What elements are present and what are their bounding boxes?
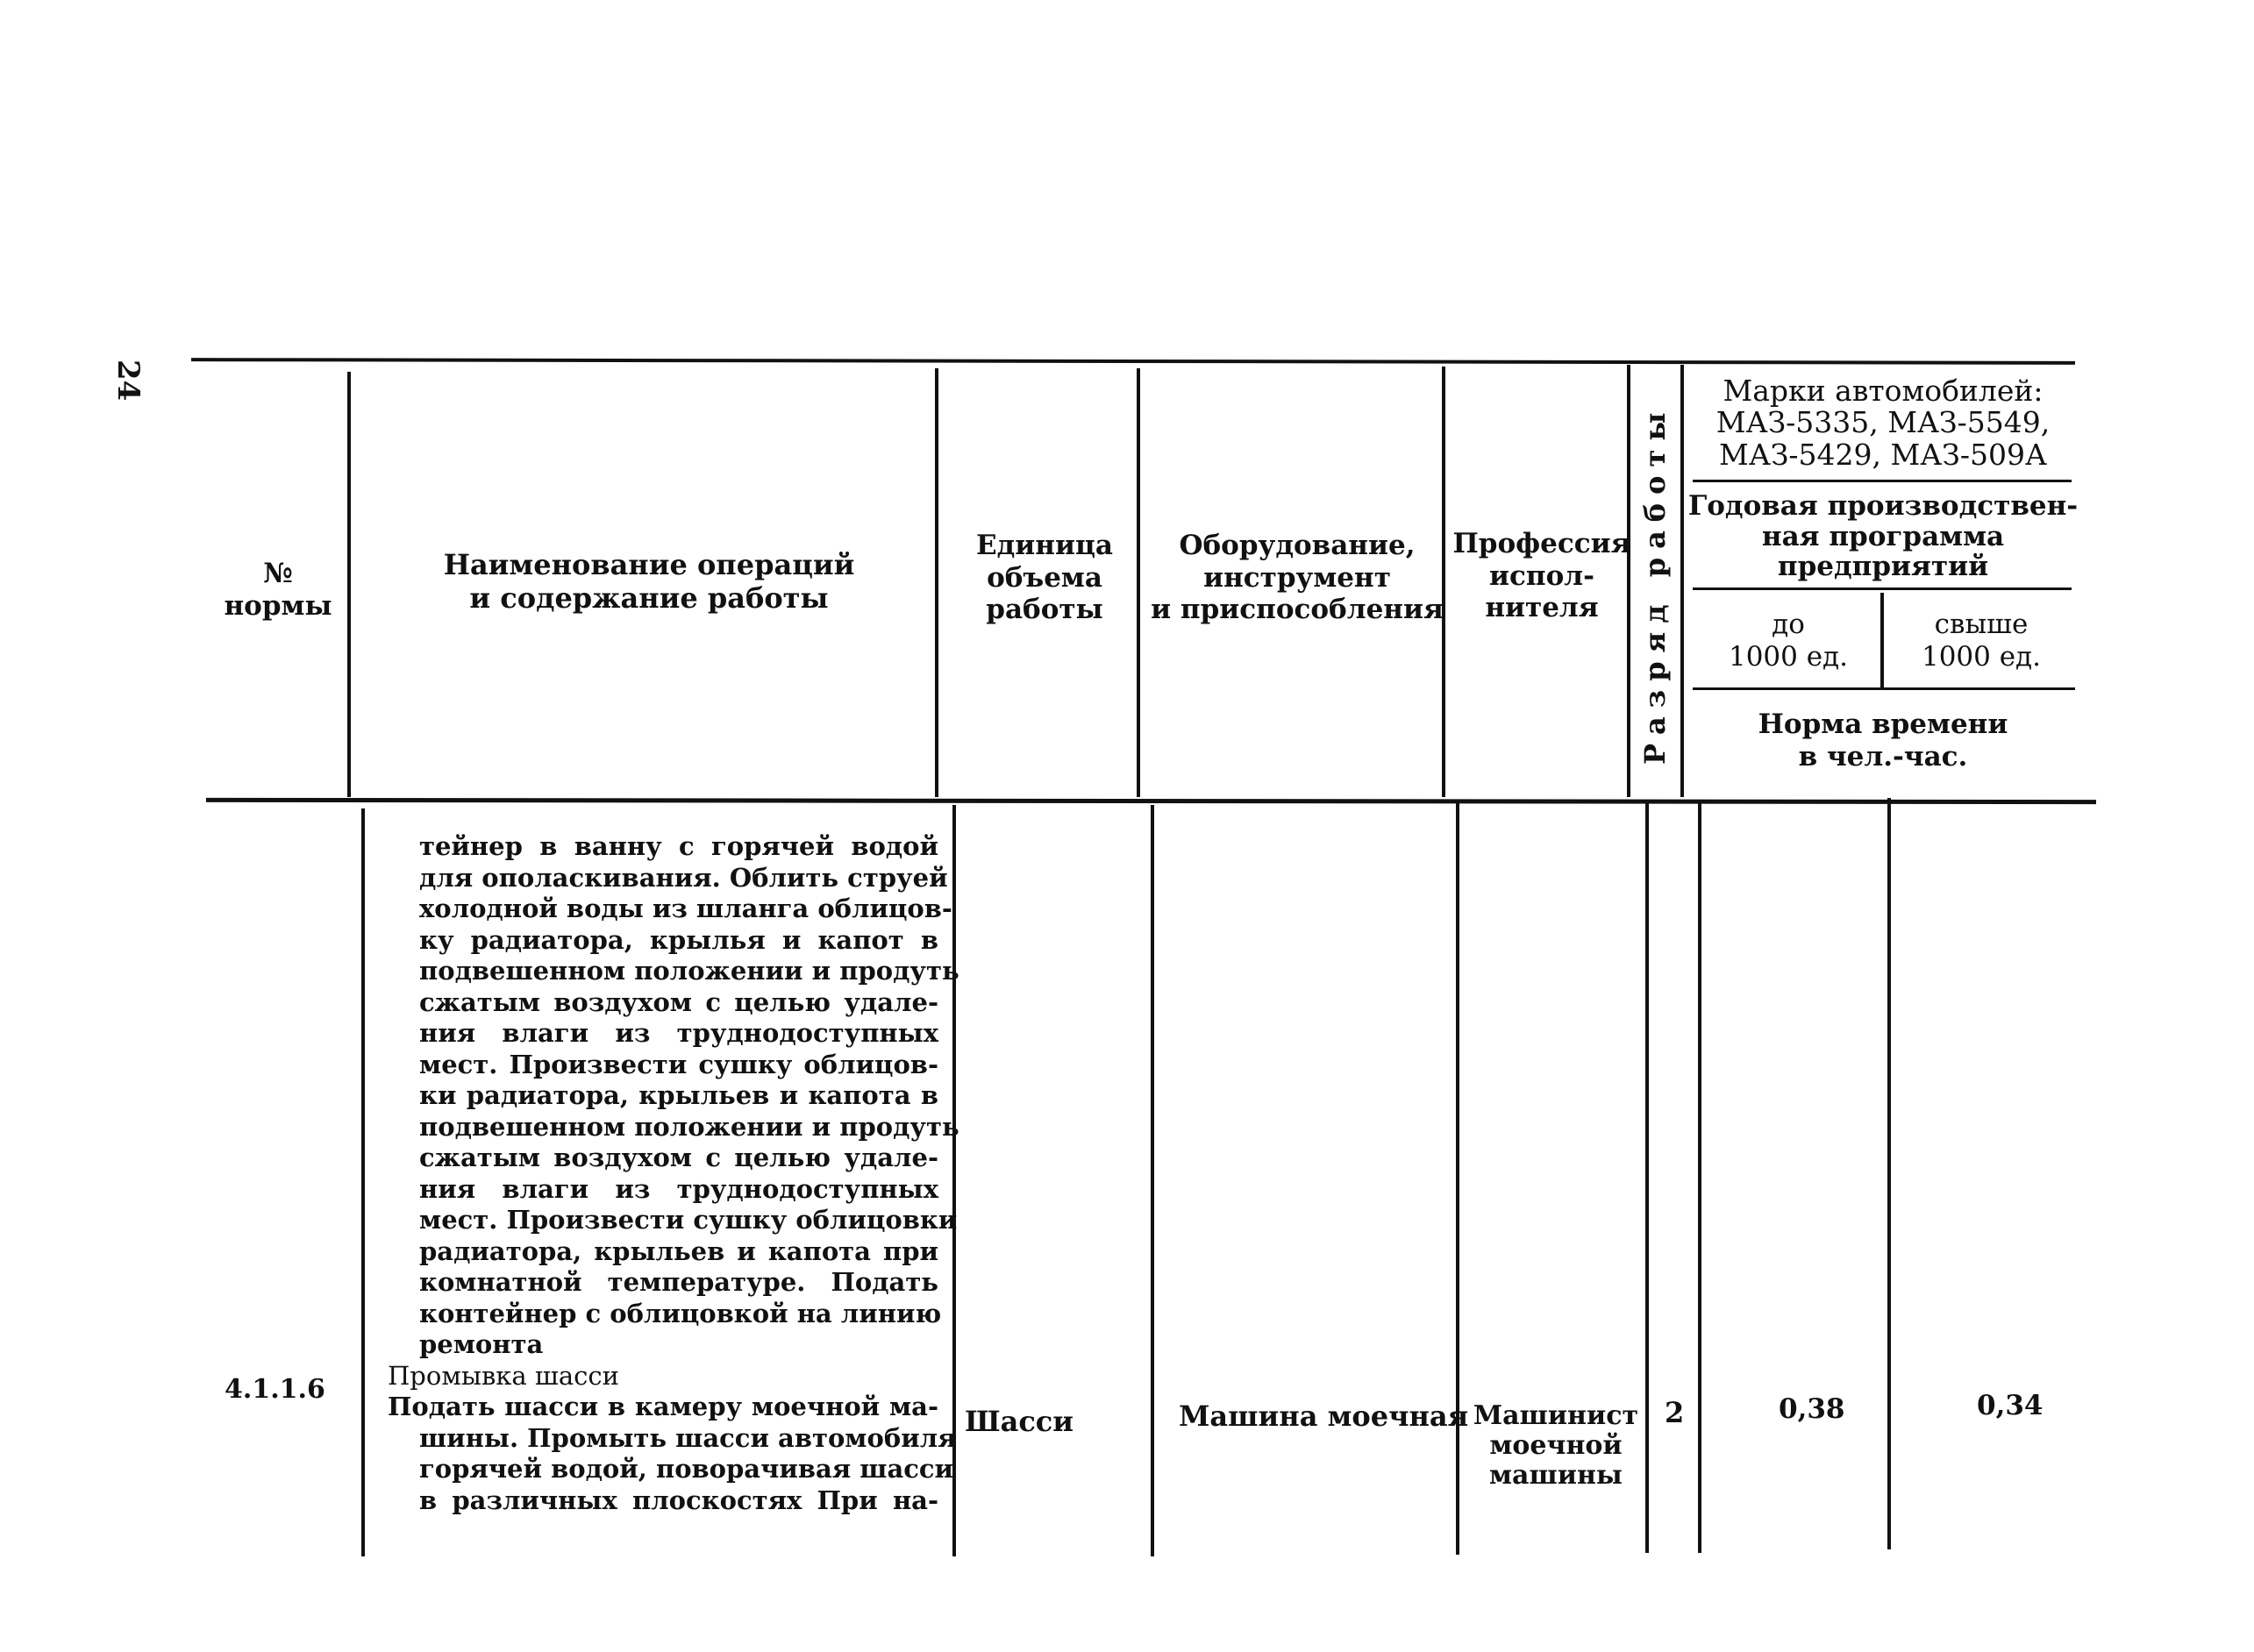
table-top-rule — [191, 358, 2075, 365]
header-unit — [944, 530, 1145, 626]
header-brands-line-1: Марки автомобилей: — [1723, 374, 2044, 408]
header-bottom-rule — [206, 798, 2096, 804]
header-up-to-line-2: 1000 ед. — [1728, 640, 1849, 673]
row-norm-up-to: 0,38 — [1779, 1393, 1845, 1425]
continuation-line: комнатной температуре. Подать — [419, 1267, 938, 1297]
program-divider — [1693, 587, 2072, 590]
row-norm-over: 0,34 — [1977, 1390, 2044, 1421]
row-profession-line-2: моечной — [1489, 1430, 1623, 1461]
operation-title: Промывка шасси — [388, 1360, 619, 1391]
continuation-line: мест. Произвести сушку облицовки — [419, 1205, 958, 1235]
header-annual-program-line-3: предприятий — [1777, 551, 1989, 583]
continuation-line: подвешенном положении и продуть — [419, 956, 959, 986]
continuation-line: ки радиатора, крыльев и капота в — [419, 1080, 938, 1110]
continuation-line: ку радиатора, крылья и капот в — [419, 924, 938, 955]
header-annual-program — [1687, 491, 2079, 582]
header-unit-line-2: объема — [987, 561, 1102, 594]
body-vline-7 — [1887, 798, 1891, 1549]
header-time-norm-line-1: Норма времени — [1758, 709, 2008, 740]
continuation-line: подвешенном положении и продуть — [419, 1111, 959, 1142]
continuation-line: сжатым воздухом с целью удале- — [419, 1143, 938, 1172]
header-unit-line-3: работы — [986, 594, 1103, 626]
header-equipment-line-2: инструмент — [1203, 561, 1391, 594]
header-equipment-line-3: и приспособления — [1151, 594, 1444, 626]
header-profession-line-3: нителя — [1485, 592, 1599, 624]
header-time-norm-line-2: в чел.-час. — [1798, 740, 1968, 773]
header-operation-line-1: Наименование операций — [443, 548, 855, 581]
header-over — [1887, 609, 2075, 673]
row-profession-line-3: машины — [1488, 1460, 1623, 1491]
brands-divider — [1693, 480, 2072, 482]
continuation-line: ремонта — [419, 1329, 544, 1359]
continuation-line: контейнер с облицовкой на линию — [419, 1298, 942, 1328]
row-unit: Шасси — [965, 1405, 1074, 1438]
header-number-line-1: № — [263, 558, 293, 589]
header-unit-line-1: Единица — [976, 530, 1113, 561]
header-equipment-line-1: Оборудование, — [1179, 530, 1416, 561]
row-profession — [1459, 1401, 1652, 1491]
header-time-norm — [1687, 709, 2079, 773]
header-annual-program-line-2: ная программа — [1761, 520, 2005, 552]
header-vline-7 — [1880, 593, 1884, 687]
continuation-line: сжатым воздухом с целью удале- — [419, 986, 938, 1017]
header-up-to — [1698, 609, 1879, 673]
page-number: 24 — [111, 360, 146, 402]
header-operation — [377, 549, 921, 616]
row-profession-line-1: Машинист — [1473, 1400, 1639, 1431]
body-vline-3 — [1151, 805, 1154, 1556]
header-annual-program-line-1: Годовая производствен- — [1687, 490, 2079, 522]
header-up-to-line-1: до — [1772, 609, 1805, 640]
operation-line: Подать шасси в камеру моечной ма- — [388, 1392, 938, 1421]
row-grade: 2 — [1665, 1396, 1685, 1429]
operation-line: в различных плоскостях При на- — [419, 1485, 938, 1515]
header-brands-line-3: МАЗ-5429, МАЗ-509А — [1719, 437, 2047, 472]
header-number-line-2: нормы — [224, 589, 332, 622]
header-number — [207, 558, 349, 622]
header-over-line-1: свыше — [1934, 609, 2029, 640]
body-vline-1 — [361, 808, 365, 1556]
continuation-line: ния влаги из труднодоступных — [419, 1018, 938, 1048]
header-operation-line-2: и содержание работы — [469, 580, 829, 615]
header-grade: Разряд работы — [1638, 403, 1672, 765]
header-equipment — [1145, 530, 1449, 626]
continuation-line: для ополаскивания. Облить струей — [419, 862, 948, 893]
header-profession-line-2: испол- — [1489, 559, 1594, 592]
row-equipment: Машина моечная — [1179, 1399, 1469, 1433]
body-vline-6 — [1698, 801, 1701, 1553]
header-vline-6 — [1680, 365, 1684, 797]
header-profession — [1449, 528, 1635, 624]
operation-line: горячей водой, поворачивая шасси — [419, 1454, 954, 1484]
operation-text — [388, 831, 959, 1516]
continuation-line: радиатора, крыльев и капота при — [419, 1235, 938, 1266]
continuation-line: холодной воды из шланга облицов- — [419, 894, 952, 923]
header-profession-line-1: Профессия — [1452, 528, 1631, 559]
operation-line: шины. Промыть шасси автомобиля — [419, 1422, 957, 1453]
header-vline-2 — [935, 368, 938, 797]
continuation-line: ния влаги из труднодоступных — [419, 1173, 938, 1204]
header-brands-line-2: МАЗ-5335, МАЗ-5549, — [1715, 405, 2051, 440]
row-number: 4.1.1.6 — [225, 1374, 325, 1405]
header-brands — [1687, 375, 2079, 471]
years-divider — [1693, 687, 2075, 690]
continuation-line: тейнер в ванну с горячей водой — [419, 831, 938, 861]
continuation-line: мест. Произвести сушку облицов- — [419, 1049, 938, 1079]
header-over-line-2: 1000 ед. — [1921, 640, 2042, 673]
